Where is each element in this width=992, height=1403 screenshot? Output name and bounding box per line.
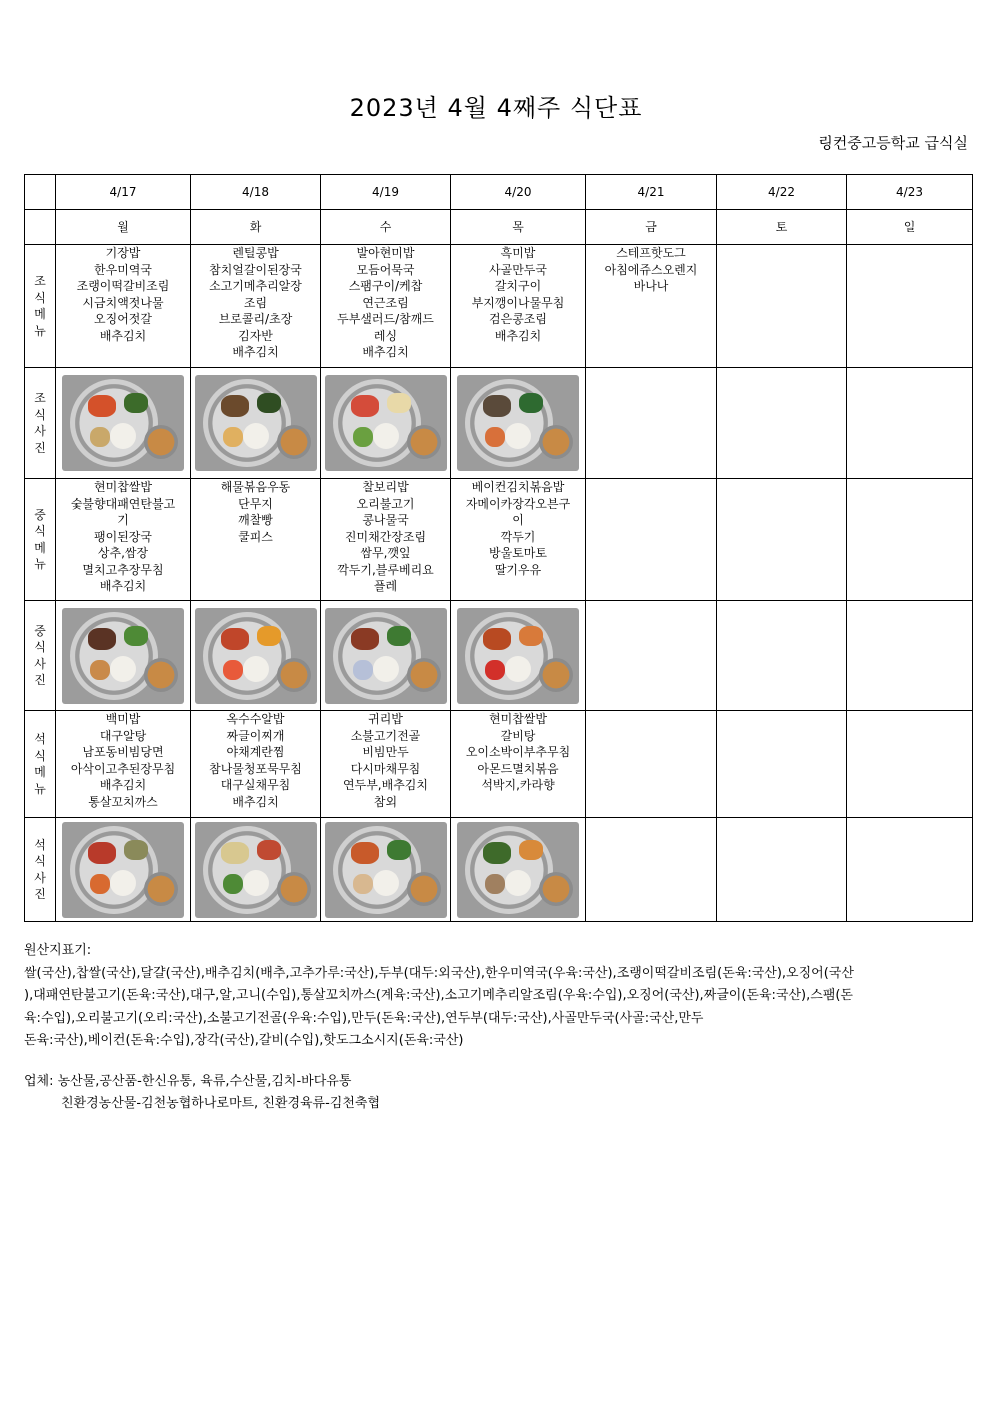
- menu-item: 배추김치: [99, 778, 147, 792]
- breakfast-photo-cell: [191, 368, 321, 479]
- corner-cell: [25, 210, 56, 245]
- dinner-photo-cell: [847, 818, 973, 922]
- food-portion: [221, 628, 249, 650]
- row-label-char: 중: [34, 623, 46, 638]
- menu-item: 비빔만두: [362, 745, 409, 759]
- lunch-photo-cell: [586, 601, 717, 711]
- food-portion: [485, 660, 505, 680]
- menu-item: 레싱: [373, 328, 398, 343]
- dinner-menu-row: [25, 711, 973, 818]
- plate: [333, 826, 421, 914]
- menu-item: 참나물청포묵무침: [209, 761, 302, 776]
- menu-item: 숯불향대패연탄불고: [70, 496, 176, 511]
- day-cell: 월: [56, 210, 191, 245]
- origin-heading: 원산지표기:: [24, 943, 92, 958]
- menu-item: 배추김치: [232, 794, 279, 809]
- food-portion: [124, 626, 148, 646]
- menu-item: 소고기메추리알장: [209, 279, 302, 293]
- food-portion: [223, 660, 243, 680]
- menu-item: 현미찹쌀밥: [489, 712, 547, 726]
- breakfast-menu-cell: [586, 245, 717, 368]
- date-cell: 4/23: [847, 175, 973, 210]
- menu-item: 오이소박이부추무침: [465, 745, 571, 759]
- food-portion: [90, 874, 110, 894]
- day-row: [25, 210, 973, 245]
- food-portion: [88, 395, 116, 417]
- lunch-menu-cell: [321, 479, 451, 601]
- row-label: [25, 479, 56, 601]
- menu-item: 아몬드멸치볶음: [477, 761, 559, 776]
- meal-photo: [457, 608, 579, 704]
- menu-item: 멸치고추장무침: [82, 562, 164, 577]
- dinner-photo-cell: [717, 818, 847, 922]
- rice-portion: [110, 656, 136, 682]
- row-label-char: 사: [34, 656, 46, 671]
- menu-item: 아삭이고추된장무침: [70, 761, 176, 776]
- meal-photo: [457, 822, 579, 918]
- food-portion: [223, 874, 243, 894]
- row-label-char: 진: [34, 440, 46, 455]
- day-cell: 토: [717, 210, 847, 245]
- day-cell: 일: [847, 210, 973, 245]
- meal-photo: [62, 375, 184, 471]
- lunch-menu-cell: [191, 479, 321, 601]
- breakfast-menu-cell: [56, 245, 191, 368]
- food-portion: [124, 840, 148, 860]
- food-portion: [483, 395, 511, 417]
- row-label-char: 식: [34, 407, 46, 422]
- breakfast-menu-cell: [717, 245, 847, 368]
- plate: [70, 826, 158, 914]
- menu-item: 깍두기,블루베리요: [337, 562, 434, 577]
- menu-item: 조림: [243, 295, 268, 310]
- row-label-char: 사: [34, 424, 46, 438]
- row-label-char: 식: [34, 854, 46, 868]
- date-cell: 4/17: [56, 175, 191, 210]
- lunch-photo-cell: [321, 601, 451, 711]
- menu-item: 김자반: [238, 328, 273, 343]
- food-portion: [351, 842, 379, 864]
- soup-bowl: [144, 425, 178, 459]
- row-label: [25, 711, 56, 818]
- menu-item: 방울토마토: [489, 546, 547, 560]
- menu-item: 자메이카장각오븐구: [465, 496, 571, 511]
- menu-item: 오징어젓갈: [94, 312, 152, 326]
- menu-item: 귀리밥: [368, 712, 403, 726]
- rice-portion: [505, 656, 531, 682]
- lunch-menu-cell: [847, 479, 973, 601]
- origin-line: ),대패연탄불고기(돈육:국산),대구,알,고니(수입),통살꼬치까스(계육:국산),소고기메추리알조림(우육:수입),오징어(국산),짜글이(돈육:국산),스팸(돈: [24, 988, 853, 1003]
- row-label-char: 중: [34, 507, 46, 522]
- dinner-photo-cell: [191, 818, 321, 922]
- rice-portion: [373, 423, 399, 449]
- plate: [203, 826, 291, 914]
- row-label-char: 식: [34, 640, 46, 654]
- meal-photo: [457, 375, 579, 471]
- row-label-char: 메: [34, 540, 46, 555]
- menu-item: 검은콩조림: [489, 312, 547, 326]
- food-portion: [353, 874, 373, 894]
- menu-item: 배추김치: [232, 345, 279, 359]
- row-label-char: 뉴: [34, 781, 46, 796]
- menu-item: 바나나: [633, 279, 669, 293]
- food-portion: [90, 660, 110, 680]
- dinner-menu-cell: [847, 711, 973, 818]
- rice-portion: [505, 870, 531, 896]
- food-portion: [519, 840, 543, 860]
- dinner-menu-cell: [321, 711, 451, 818]
- row-label-char: 메: [34, 307, 46, 321]
- row-label-char: 진: [34, 887, 46, 901]
- origin-line: 돈육:국산),베이컨(돈육:수입),장각(국산),갈비(수입),핫도그소시지(돈육:국산): [24, 1033, 464, 1048]
- menu-item: 콩나물국: [362, 513, 409, 527]
- row-label-char: 메: [34, 765, 46, 779]
- food-portion: [387, 840, 411, 860]
- menu-item: 이: [512, 513, 524, 527]
- plate: [203, 379, 291, 467]
- menu-item: 석박지,카라향: [481, 778, 555, 792]
- breakfast-menu-cell: [847, 245, 973, 368]
- menu-item: 통살꼬치까스: [88, 794, 158, 809]
- menu-item: 기장밥: [105, 246, 141, 260]
- row-label-char: 식: [34, 290, 46, 305]
- menu-item: 흑미밥: [500, 246, 536, 260]
- menu-item: 갈비탕: [500, 728, 536, 743]
- row-label-char: 조: [34, 274, 46, 288]
- rice-portion: [243, 656, 269, 682]
- dinner-menu-cell: [56, 711, 191, 818]
- food-portion: [351, 628, 379, 650]
- lunch-menu-cell: [56, 479, 191, 601]
- dinner-menu-cell: [451, 711, 586, 818]
- plate: [333, 379, 421, 467]
- day-cell: 화: [191, 210, 321, 245]
- menu-item: 배추김치: [362, 345, 409, 359]
- plate: [465, 379, 553, 467]
- soup-bowl: [144, 872, 178, 906]
- date-cell: 4/18: [191, 175, 321, 210]
- soup-bowl: [277, 658, 311, 692]
- meal-photo: [325, 375, 447, 471]
- menu-item: 딸기우유: [494, 562, 542, 577]
- menu-item: 연두부,배추김치: [343, 778, 428, 792]
- meal-photo: [62, 822, 184, 918]
- menu-item: 한우미역국: [94, 262, 152, 277]
- soup-bowl: [407, 658, 441, 692]
- menu-item: 옥수수알밥: [226, 712, 285, 726]
- date-cell: 4/22: [717, 175, 847, 210]
- menu-item: 오리불고기: [356, 496, 415, 511]
- meal-photo: [195, 608, 317, 704]
- dinner-photo-cell: [321, 818, 451, 922]
- rice-portion: [373, 870, 399, 896]
- menu-item: 시금치액젓나물: [82, 295, 164, 310]
- lunch-photo-cell: [56, 601, 191, 711]
- dinner-photo-row: [25, 818, 973, 922]
- dinner-menu-cell: [586, 711, 717, 818]
- row-label-char: 석: [34, 732, 46, 746]
- day-cell: 금: [586, 210, 717, 245]
- breakfast-photo-cell: [717, 368, 847, 479]
- menu-item: 발아현미밥: [356, 246, 415, 260]
- dinner-photo-cell: [451, 818, 586, 922]
- menu-item: 진미채간장조림: [344, 529, 427, 544]
- meal-photo: [325, 822, 447, 918]
- food-portion: [221, 395, 249, 417]
- menu-item: 갈치구이: [494, 279, 542, 293]
- food-portion: [387, 393, 411, 413]
- menu-item: 상추,쌈장: [97, 546, 149, 560]
- soup-bowl: [277, 425, 311, 459]
- meal-photo: [195, 822, 317, 918]
- menu-item: 배추김치: [494, 328, 542, 343]
- menu-item: 야채계란찜: [226, 745, 285, 759]
- food-portion: [90, 427, 110, 447]
- lunch-photo-cell: [717, 601, 847, 711]
- soup-bowl: [277, 872, 311, 906]
- menu-item: 남포동비빔당면: [82, 745, 164, 759]
- breakfast-photo-cell: [451, 368, 586, 479]
- rice-portion: [110, 423, 136, 449]
- dinner-menu-cell: [717, 711, 847, 818]
- row-label-char: 사: [34, 870, 46, 885]
- food-portion: [257, 626, 281, 646]
- menu-item: 렌틸콩밥: [232, 246, 279, 260]
- breakfast-photo-row: [25, 368, 973, 479]
- rice-portion: [243, 423, 269, 449]
- row-label: [25, 818, 56, 922]
- plate: [333, 612, 421, 700]
- menu-item: 연근조림: [362, 295, 409, 310]
- menu-item: 조랭이떡갈비조림: [76, 279, 170, 293]
- menu-item: 스테프핫도그: [616, 246, 686, 260]
- menu-item: 모듬어묵국: [356, 262, 415, 277]
- dinner-photo-cell: [56, 818, 191, 922]
- breakfast-menu-cell: [451, 245, 586, 368]
- food-portion: [485, 874, 505, 894]
- food-portion: [353, 427, 373, 447]
- day-cell: 수: [321, 210, 451, 245]
- plate: [465, 612, 553, 700]
- rice-portion: [505, 423, 531, 449]
- row-label: [25, 245, 56, 368]
- menu-item: 부지깽이나물무침: [471, 295, 565, 310]
- dinner-photo-cell: [586, 818, 717, 922]
- breakfast-photo-cell: [847, 368, 973, 479]
- food-portion: [387, 626, 411, 646]
- date-cell: 4/21: [586, 175, 717, 210]
- food-portion: [88, 628, 116, 650]
- menu-item: 참치얼갈이된장국: [209, 262, 302, 277]
- menu-item: 백미밥: [105, 712, 141, 726]
- menu-item: 소불고기전골: [350, 728, 421, 743]
- breakfast-photo-cell: [586, 368, 717, 479]
- food-portion: [223, 427, 243, 447]
- notes-section: [24, 940, 970, 1116]
- meal-photo: [195, 375, 317, 471]
- food-portion: [483, 842, 511, 864]
- supplier-line: 업체: 농산물,공산품-한신유통, 육류,수산물,김치-바다유통: [24, 1073, 352, 1089]
- day-cell: 목: [451, 210, 586, 245]
- menu-item: 쌈무,깻잎: [360, 546, 411, 560]
- menu-item: 배추김치: [99, 328, 147, 343]
- row-label-char: 뉴: [34, 557, 46, 571]
- menu-item: 깍두기: [500, 529, 536, 544]
- food-portion: [257, 840, 281, 860]
- soup-bowl: [539, 425, 573, 459]
- menu-item: 단무지: [238, 496, 273, 511]
- meal-photo: [325, 608, 447, 704]
- rice-portion: [110, 870, 136, 896]
- menu-item: 해물볶음우동: [220, 480, 291, 494]
- date-cell: 4/19: [321, 175, 451, 210]
- soup-bowl: [539, 872, 573, 906]
- origin-line: 쌀(국산),찹쌀(국산),달걀(국산),배추김치(배추,고추가루:국산),두부(대두:외국산),한우미역국(우육:국산),조랭이떡갈비조림(돈육:국산),오징어(국산: [24, 965, 854, 981]
- row-label: [25, 368, 56, 479]
- soup-bowl: [144, 658, 178, 692]
- menu-item: 플레: [373, 579, 398, 593]
- menu-item: 기: [117, 513, 129, 527]
- corner-cell: [25, 175, 56, 210]
- row-label-char: 식: [34, 524, 46, 538]
- menu-item: 대구알탕: [99, 728, 147, 743]
- breakfast-menu-row: [25, 245, 973, 368]
- menu-item: 두부샐러드/참깨드: [337, 312, 434, 326]
- row-label-char: 식: [34, 748, 46, 763]
- lunch-menu-cell: [717, 479, 847, 601]
- page-title: 2023년 4월 4째주 식단표: [349, 94, 643, 122]
- food-portion: [519, 626, 543, 646]
- lunch-photo-cell: [847, 601, 973, 711]
- menu-item: 사골만두국: [489, 262, 547, 277]
- menu-item: 베이컨김치볶음밥: [471, 480, 565, 494]
- soup-bowl: [407, 425, 441, 459]
- row-label: [25, 601, 56, 711]
- date-cell: 4/20: [451, 175, 586, 210]
- menu-item: 대구실채무침: [220, 778, 291, 792]
- meal-photo: [62, 608, 184, 704]
- menu-item: 배추김치: [99, 579, 147, 593]
- menu-item: 아침에쥬스오렌지: [604, 262, 698, 277]
- lunch-menu-cell: [586, 479, 717, 601]
- menu-item: 찰보리밥: [362, 480, 409, 494]
- lunch-menu-cell: [451, 479, 586, 601]
- menu-table: [24, 174, 973, 922]
- lunch-photo-row: [25, 601, 973, 711]
- dinner-menu-cell: [191, 711, 321, 818]
- date-row: [25, 175, 973, 210]
- menu-item: 다시마채무침: [350, 761, 421, 776]
- food-portion: [351, 395, 379, 417]
- row-label-char: 조: [34, 391, 46, 405]
- food-portion: [483, 628, 511, 650]
- soup-bowl: [407, 872, 441, 906]
- menu-item: 브로콜리/초장: [218, 312, 293, 326]
- menu-item: 깨찰빵: [238, 513, 273, 527]
- lunch-photo-cell: [191, 601, 321, 711]
- supplier-line: 친환경농산물-김천농협하나로마트, 친환경육류-김천축협: [61, 1096, 381, 1111]
- breakfast-menu-cell: [321, 245, 451, 368]
- row-label-char: 뉴: [34, 323, 46, 338]
- food-portion: [519, 393, 543, 413]
- food-portion: [88, 842, 116, 864]
- lunch-photo-cell: [451, 601, 586, 711]
- plate: [203, 612, 291, 700]
- food-portion: [221, 842, 249, 864]
- plate: [70, 379, 158, 467]
- rice-portion: [243, 870, 269, 896]
- menu-item: 짜글이찌개: [226, 728, 285, 743]
- row-label-char: 진: [34, 673, 46, 687]
- row-label-char: 석: [34, 837, 46, 852]
- soup-bowl: [539, 658, 573, 692]
- plate: [70, 612, 158, 700]
- breakfast-photo-cell: [56, 368, 191, 479]
- breakfast-menu-cell: [191, 245, 321, 368]
- breakfast-photo-cell: [321, 368, 451, 479]
- food-portion: [353, 660, 373, 680]
- food-portion: [124, 393, 148, 413]
- lunch-menu-row: [25, 479, 973, 601]
- school-name: 링컨중고등학교 급식실: [818, 134, 968, 152]
- food-portion: [257, 393, 281, 413]
- menu-item: 스팸구이/케찹: [348, 279, 423, 293]
- food-portion: [485, 427, 505, 447]
- menu-item: 쿨피스: [238, 529, 273, 544]
- rice-portion: [373, 656, 399, 682]
- plate: [465, 826, 553, 914]
- menu-item: 참외: [373, 794, 398, 809]
- menu-item: 팽이된장국: [94, 529, 152, 544]
- origin-line: 육:수입),오리불고기(오리:국산),소불고기전골(우육:수입),만두(돈육:국산),연두부(대두:국산),사골만두국(사골:국산,만두: [24, 1010, 704, 1026]
- menu-item: 현미찹쌀밥: [94, 480, 152, 494]
